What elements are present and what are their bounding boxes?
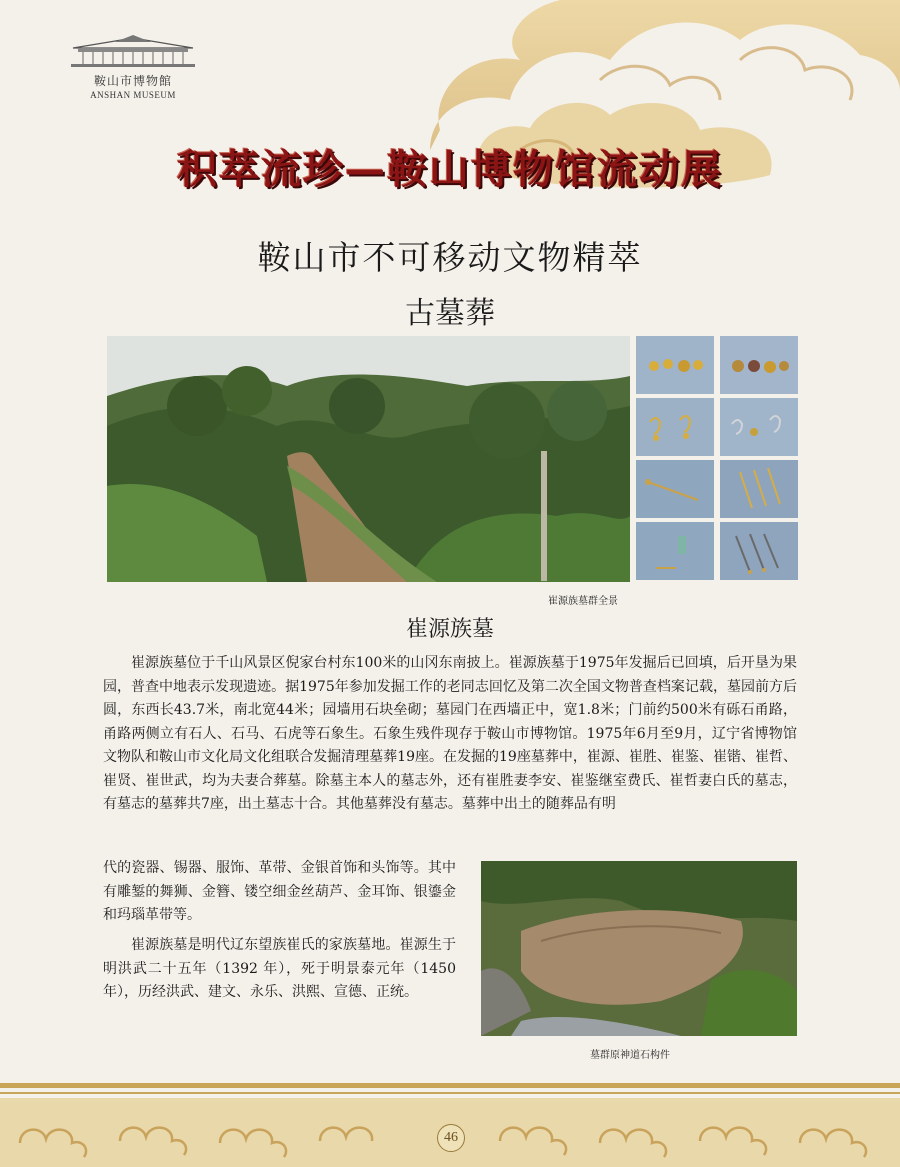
paragraph-1-continued: 代的瓷器、锡器、服饰、革带、金银首饰和头饰等。其中有雕錾的舞狮、金簪、镂空细金丝葫芦、金耳饰、银鎏金和玛瑙革带等。 (103, 860, 456, 923)
stone-component-photo (481, 861, 797, 1036)
museum-name-en: ANSHAN MUSEUM (90, 90, 176, 100)
stone-photo-caption: 墓群原神道石构件 (590, 1050, 670, 1061)
exhibition-title: 积萃流珍—鞍山博物馆流动展 (177, 146, 723, 193)
paragraph-2: 崔源族墓是明代辽东望族崔氏的家族墓地。崔源生于明洪武二十五年（1392 年），死于明景泰元年（1450 年），历经洪武、建文、永乐、洪熙、宣德、正统。 (103, 937, 456, 1000)
artifact-thumbnail-grid (636, 336, 798, 582)
hairpin-thumbnail (636, 460, 714, 518)
category-title: 古墓葬 (405, 296, 495, 331)
gold-earring-thumbnail (636, 398, 714, 456)
jewel-ornament-thumbnail (720, 336, 798, 394)
gold-hairpins-thumbnail (720, 460, 798, 518)
tomb-landscape-photo (107, 336, 630, 582)
silver-earring-thumbnail (720, 398, 798, 456)
jade-pendant-thumbnail (636, 522, 714, 580)
museum-building-icon (63, 34, 203, 68)
main-photo-caption: 崔源族墓群全景 (548, 596, 618, 607)
museum-name-cn: 鞍山市博物館 (93, 74, 172, 88)
section-title: 崔源族墓 (405, 617, 494, 642)
page-subtitle: 鞍山市不可移动文物精萃 (257, 238, 643, 277)
paragraph-1: 崔源族墓位于千山风景区倪家台村东100米的山冈东南披上。崔源族墓于1975年发掘后已回填，后开垦为果园，普查中地表示发现遗迹。据1975年参加发掘工作的老同志回忆及第二次全国文物普查档案记载，墓园前方后圆，东西长43.7米，南北宽44米；园墙用石块垒砌；墓园门在西墙正中，宽1.8米；门前约500米有砾石甬路，甬路两侧立有石人、石马、石虎等石象生。石象生残件现存于鞍山市博物馆。1975年6月至9月，辽宁省博物馆文物队和鞍山市文化局文化组联合发掘清理墓葬19座。在发掘的19座墓葬中，崔源、崔胜、崔鉴、崔锴、崔哲、崔贤、崔世武，均为夫妻合葬墓。除墓主本人的墓志外，还有崔胜妻李安、崔鉴继室费氏、崔哲妻白氏的墓志，有墓志的墓葬共7座，出土墓志十合。其他墓葬没有墓志。墓葬中出土的随葬品有明 (103, 655, 797, 812)
page-number: 46 (437, 1124, 465, 1152)
pins-set-thumbnail (720, 522, 798, 580)
museum-logo (58, 34, 208, 100)
gold-ornament-thumbnail (636, 336, 714, 394)
